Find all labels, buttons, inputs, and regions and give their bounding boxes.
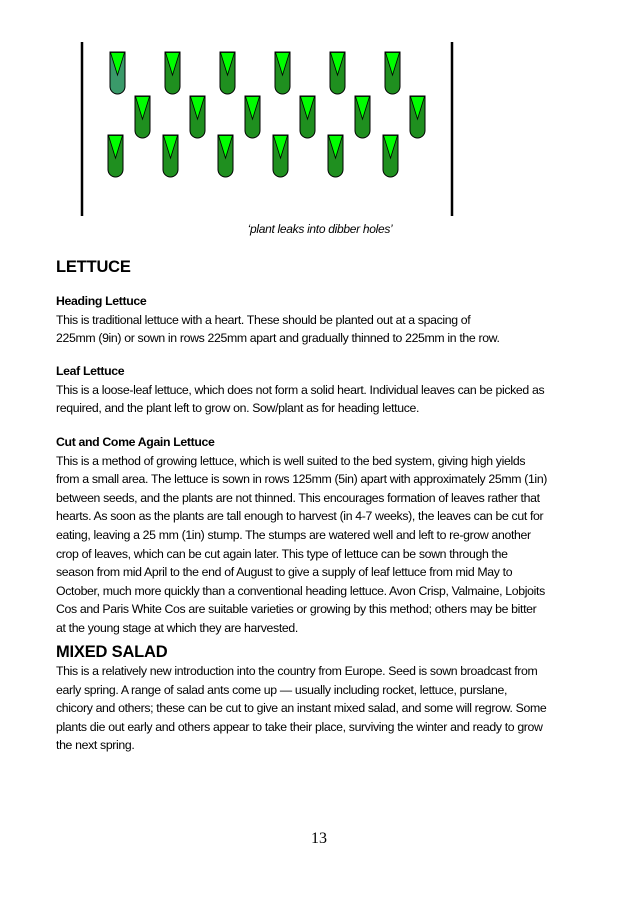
- paragraph-line: early spring. A range of salad ants come up — usually including rocket, lettuce, purslane,: [56, 682, 508, 697]
- plant-in-hole: [300, 96, 315, 138]
- paragraph-line: at the young stage at which they are harvested.: [56, 620, 298, 635]
- plant-in-hole: [355, 96, 370, 138]
- plant-in-hole: [383, 135, 398, 177]
- mixed-salad-heading: MIXED SALAD: [56, 643, 168, 661]
- plant-in-hole: [275, 52, 290, 94]
- paragraph-line: eating, leaving a 25 mm (1in) stump. The stumps are watered well and left to re-grow another: [56, 527, 531, 542]
- plant-in-hole: [108, 135, 123, 177]
- plant-grid: [108, 52, 425, 177]
- paragraph-line: Cos and Paris White Cos are suitable varieties or growing by this method; others may be bitter: [56, 602, 537, 617]
- paragraph-line: crop of leaves, which can be cut again later. This type of lettuce can be sown through the: [56, 546, 508, 561]
- paragraph-line: This is traditional lettuce with a heart. These should be planted out at a spacing of: [56, 312, 471, 327]
- plant-in-hole: [218, 135, 233, 177]
- plant-in-hole: [165, 52, 180, 94]
- paragraph-line: plants die out early and others appear to take their place, surviving the winter and ready to grow: [56, 719, 543, 734]
- paragraph-line: season from mid April to the end of August to give a supply of leaf lettuce from mid May to: [56, 565, 513, 580]
- heading-lettuce-title: Heading Lettuce: [56, 294, 147, 308]
- paragraph-line: This is a relatively new introduction into the country from Europe. Seed is sown broadcast from: [56, 664, 538, 678]
- paragraph-line: chicory and others; these can be cut to give an instant mixed salad, and some will regrow. Some: [56, 701, 547, 716]
- mixed-salad-section: [56, 662, 601, 755]
- plant-in-hole: [220, 52, 235, 94]
- paragraph-line: the next spring.: [56, 738, 135, 753]
- plant-in-hole: [328, 135, 343, 177]
- cut-and-come-again-title: Cut and Come Again Lettuce: [56, 435, 215, 449]
- cut-and-come-again-section: [56, 433, 601, 638]
- plant-in-hole: [273, 135, 288, 177]
- paragraph-line: 225mm (9in) or sown in rows 225mm apart and gradually thinned to 225mm in the row.: [56, 331, 500, 346]
- plant-in-hole: [163, 135, 178, 177]
- paragraph-line: This is a method of growing lettuce, which is well suited to the bed system, giving high yields: [56, 453, 526, 468]
- leaf-lettuce-title: Leaf Lettuce: [56, 364, 125, 378]
- paragraph-line: between seeds, and the plants are not thinned. This encourages formation of leaves rather that: [56, 490, 540, 505]
- lettuce-heading: LETTUCE: [56, 258, 131, 276]
- plant-in-hole: [410, 96, 425, 138]
- page-number: 13: [311, 830, 327, 847]
- paragraph-line: hearts. As soon as the plants are tall enough to harvest (in 4-7 weeks), the leaves can be cut for: [56, 509, 544, 524]
- plant-in-hole: [110, 52, 125, 94]
- heading-lettuce-section: [56, 292, 601, 348]
- paragraph-line: required, and the plant left to grow on. Sow/plant as for heading lettuce.: [56, 401, 420, 416]
- paragraph-line: October, much more quickly than a conventional heading lettuce. Avon Crisp, Valmaine, Lobjoits: [56, 583, 545, 598]
- dibber-holes-diagram: [0, 0, 638, 240]
- plant-in-hole: [245, 96, 260, 138]
- plant-in-hole: [330, 52, 345, 94]
- paragraph-line: from a small area. The lettuce is sown in rows 125mm (5in) apart with approximately 25mm (1in): [56, 472, 548, 487]
- plant-in-hole: [135, 96, 150, 138]
- plant-in-hole: [385, 52, 400, 94]
- figure-caption: ‘plant leaks into dibber holes’: [247, 222, 393, 236]
- plant-in-hole: [190, 96, 205, 138]
- leaf-lettuce-section: [56, 362, 601, 418]
- paragraph-line: This is a loose-leaf lettuce, which does not form a solid heart. Individual leaves can be picked as: [56, 382, 545, 397]
